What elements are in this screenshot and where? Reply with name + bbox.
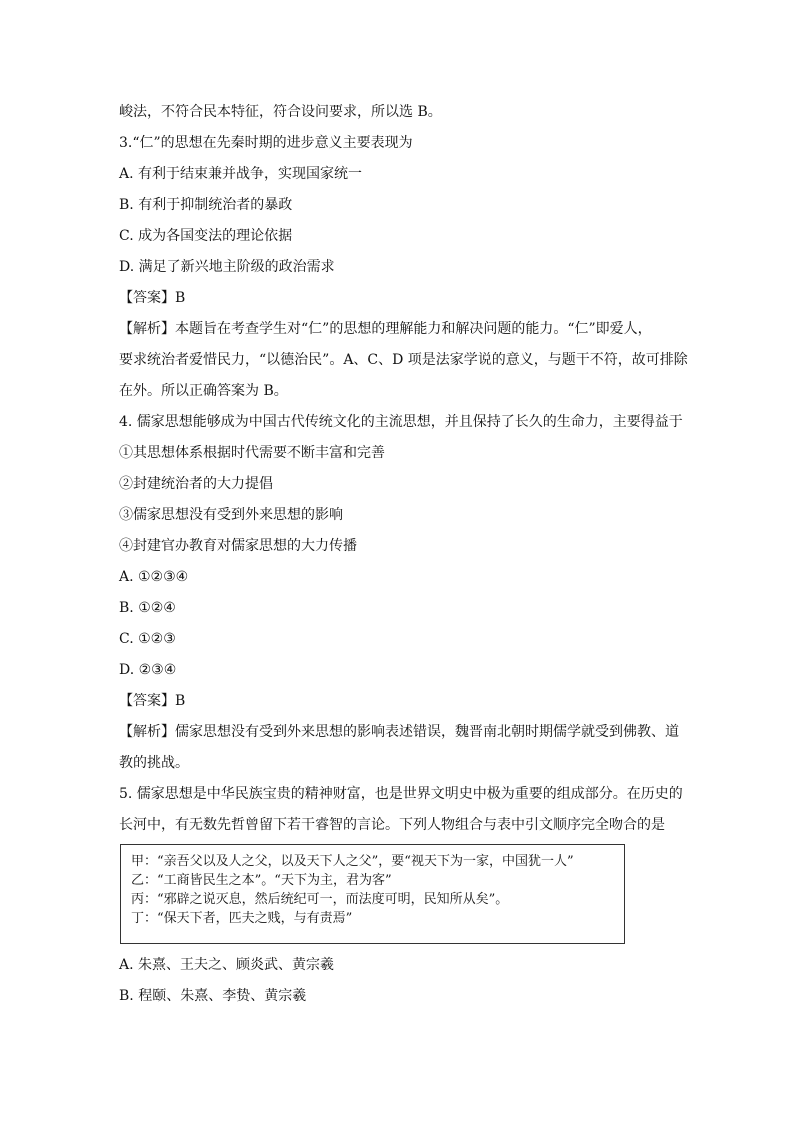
analysis-text: 【解析】本题旨在考查学生对“仁”的思想的理解能力和解决问题的能力。“仁”即爱人， <box>119 321 652 337</box>
option-a: A. 有利于结束兼并战争，实现国家统一 <box>119 166 363 182</box>
quotation-table <box>120 844 625 944</box>
analysis-text: 教的挑战。 <box>119 755 189 771</box>
option-d: D. 满足了新兴地主阶级的政治需求 <box>119 259 335 275</box>
statement-1: ①其思想体系根据时代需要不断丰富和完善 <box>119 445 385 461</box>
quote-jia: 甲：“亲吾父以及人之父，以及天下人之父”，要“视天下为一家，中国犹一人” <box>131 854 574 869</box>
question-5: 5. 儒家思想是中华民族宝贵的精神财富，也是世界文明史中极为重要的组成部分。在历史的 <box>119 786 683 802</box>
analysis-text: 在外。所以正确答案为 B。 <box>119 383 288 399</box>
option-c: C. ①②③ <box>119 631 176 647</box>
quote-yi: 乙：“工商皆民生之本”。“天下为主，君为客” <box>131 873 392 888</box>
statement-4: ④封建官办教育对儒家思想的大力传播 <box>119 538 357 554</box>
option-a: A. 朱熹、王夫之、顾炎武、黄宗羲 <box>119 957 335 973</box>
analysis-text: 要求统治者爱惜民力，“以德治民”。A、C、D 项是法家学说的意义，与题干不符，故可排除 <box>119 352 688 368</box>
option-b: B. ①②④ <box>119 600 176 616</box>
answer-label: 【答案】B <box>119 290 186 306</box>
text-line: 峻法，不符合民本特征，符合设问要求，所以选 B。 <box>119 104 442 120</box>
question-5: 长河中，有无数先哲曾留下若干睿智的言论。下列人物组合与表中引文顺序完全吻合的是 <box>119 817 665 833</box>
option-b: B. 程颐、朱熹、李贽、黄宗羲 <box>119 988 307 1004</box>
analysis-text: 【解析】儒家思想没有受到外来思想的影响表述错误，魏晋南北朝时期儒学就受到佛教、道 <box>119 724 679 740</box>
question-3: 3.“仁”的思想在先秦时期的进步意义主要表现为 <box>119 135 413 151</box>
question-4: 4. 儒家思想能够成为中国古代传统文化的主流思想，并且保持了长久的生命力，主要得益于 <box>119 414 683 430</box>
statement-3: ③儒家思想没有受到外来思想的影响 <box>119 507 343 523</box>
option-c: C. 成为各国变法的理论依据 <box>119 228 293 244</box>
option-b: B. 有利于抑制统治者的暴政 <box>119 197 293 213</box>
quote-bing: 丙：“邪辟之说灭息，然后统纪可一，而法度可明，民知所从矣”。 <box>131 892 509 907</box>
option-d: D. ②③④ <box>119 662 177 678</box>
quote-ding: 丁：“保天下者，匹夫之贱，与有责焉” <box>131 911 353 926</box>
statement-2: ②封建统治者的大力提倡 <box>119 476 273 492</box>
option-a: A. ①②③④ <box>119 569 189 585</box>
answer-label: 【答案】B <box>119 693 186 709</box>
